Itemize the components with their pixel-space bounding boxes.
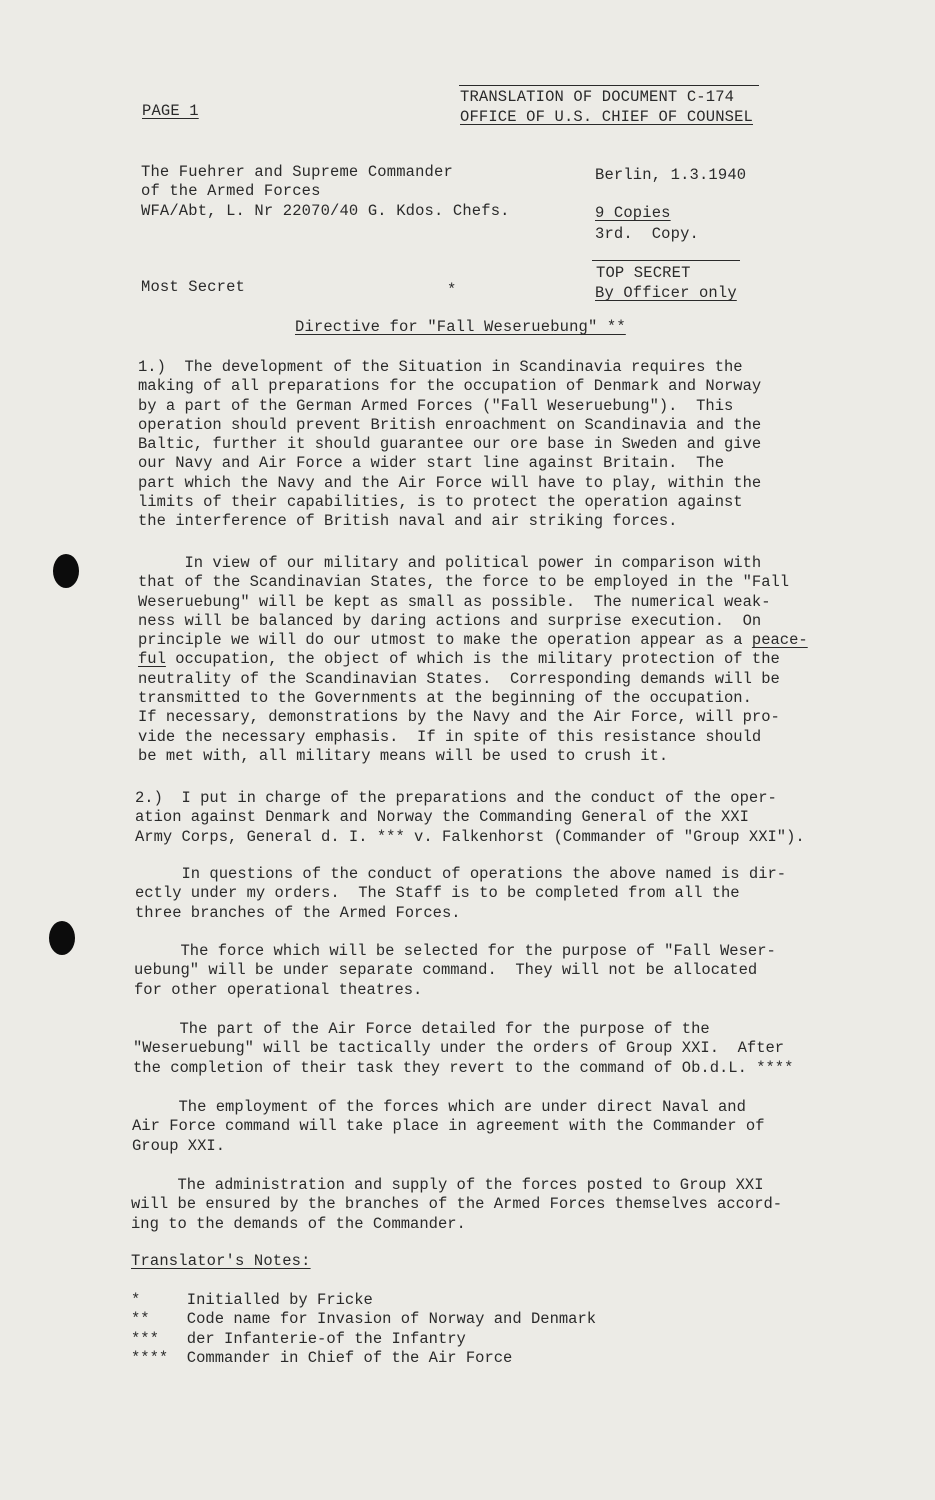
top-secret-label: TOP SECRET xyxy=(596,264,691,282)
p1-line: part which the Navy and the Air Force will have to play, within the xyxy=(138,473,762,492)
office-line: OFFICE OF U.S. CHIEF OF COUNSEL xyxy=(460,108,753,126)
p2-line: Weseruebung" will be kept as small as possible. The numerical weak- xyxy=(138,592,771,611)
p1-line: making of all preparations for the occupation of Denmark and Norway xyxy=(138,377,762,396)
p7-line: Group XXI. xyxy=(132,1136,226,1155)
p3-line: 2.) I put in charge of the preparations and the conduct of the oper- xyxy=(135,789,777,807)
p4-line: ectly under my orders. The Staff is to be completed from all the xyxy=(135,884,740,903)
note-item: **** Commander in Chief of the Air Force xyxy=(131,1348,513,1367)
p2-line: that of the Scandinavian States, the force to be employed in the "Fall xyxy=(138,573,790,592)
note-item: ** Code name for Invasion of Norway and Denmark xyxy=(131,1310,597,1329)
copies-count: 9 Copies xyxy=(595,204,671,222)
p1-line: 1.) The development of the Situation in Scandinavia requires the xyxy=(138,358,743,376)
p5-line: uebung" will be under separate command. They will not be allocated xyxy=(134,961,758,980)
paragraph-4 xyxy=(135,865,825,923)
footnote-star-marker: * xyxy=(447,281,457,299)
p2-line5-text: principle we will do our utmost to make the operation appear as a xyxy=(138,631,752,650)
p1-line: our Navy and Air Force a wider start line against Britain. The xyxy=(138,454,724,473)
paragraph-7 xyxy=(132,1098,822,1156)
most-secret-label: Most Secret xyxy=(141,278,245,296)
p3-line: ation against Denmark and Norway the Commanding General of the XXI xyxy=(135,808,749,827)
paragraph-8 xyxy=(131,1176,821,1234)
p1-line: Baltic, further it should guarantee our ore base in Sweden and give xyxy=(138,435,762,454)
copy-number: 3rd. Copy. xyxy=(595,225,699,243)
p2-line: transmitted to the Governments at the beginning of the occupation. xyxy=(138,689,752,708)
note-item: *** der Infanterie-of the Infantry xyxy=(131,1329,466,1348)
sender-line-1: The Fuehrer and Supreme Commander xyxy=(141,163,453,181)
sender-line-2: of the Armed Forces xyxy=(141,182,321,200)
place-date: Berlin, 1.3.1940 xyxy=(595,166,747,184)
p1-line: limits of their capabilities, is to protect the operation against xyxy=(138,493,743,512)
paragraph-1 xyxy=(138,358,828,532)
p2-line6-text: occupation, the object of which is the military protection of the xyxy=(165,650,780,669)
p8-line: ing to the demands of the Commander. xyxy=(131,1214,466,1233)
p1-line: operation should prevent British enroachment on Scandinavia and the xyxy=(138,415,762,434)
punch-hole-bottom xyxy=(49,921,75,955)
p2-line xyxy=(138,650,828,669)
p2-line xyxy=(138,631,828,650)
peaceful-underlined-part2: ful xyxy=(138,650,166,669)
sender-reference: WFA/Abt, L. Nr 22070/40 G. Kdos. Chefs. xyxy=(141,202,510,220)
p7-line: The employment of the forces which are under direct Naval and xyxy=(132,1098,746,1116)
peaceful-underlined-part1: peace- xyxy=(751,631,808,650)
p3-line: Army Corps, General d. I. *** v. Falkenhorst (Commander of "Group XXI"). xyxy=(135,827,805,846)
paragraph-2 xyxy=(138,554,828,766)
p4-line: In questions of the conduct of operations the above named is dir- xyxy=(135,865,787,883)
p6-line: the completion of their task they revert to the command of Ob.d.L. **** xyxy=(133,1058,794,1077)
punch-hole-top xyxy=(53,554,79,588)
p4-line: three branches of the Armed Forces. xyxy=(135,903,461,922)
p2-line: If necessary, demonstrations by the Navy and the Air Force, will pro- xyxy=(138,708,780,727)
p2-line: be met with, all military means will be used to crush it. xyxy=(138,746,669,765)
p5-line: The force which will be selected for the purpose of "Fall Weser- xyxy=(134,942,776,960)
paragraph-6 xyxy=(133,1020,823,1078)
by-officer-label: By Officer only xyxy=(595,284,737,302)
p7-line: Air Force command will take place in agreement with the Commander of xyxy=(132,1117,765,1136)
header-top-rule xyxy=(459,85,759,86)
notes-list xyxy=(131,1291,821,1368)
directive-title: Directive for "Fall Weseruebung" ** xyxy=(295,318,626,336)
p2-line: neutrality of the Scandinavian States. Corresponding demands will be xyxy=(138,669,780,688)
classification-rule xyxy=(592,260,740,261)
p1-line: the interference of British naval and air striking forces. xyxy=(138,512,678,531)
note-item: * Initialled by Fricke xyxy=(131,1291,373,1309)
p2-line: vide the necessary emphasis. If in spite of this resistance should xyxy=(138,727,762,746)
translation-line: TRANSLATION OF DOCUMENT C-174 xyxy=(460,88,735,106)
p6-line: "Weseruebung" will be tactically under the orders of Group XXI. After xyxy=(133,1039,785,1058)
paragraph-5 xyxy=(134,942,824,1000)
p6-line: The part of the Air Force detailed for the purpose of the xyxy=(133,1020,710,1038)
p8-line: will be ensured by the branches of the Armed Forces themselves accord- xyxy=(131,1195,783,1214)
p8-line: The administration and supply of the forces posted to Group XXI xyxy=(131,1176,764,1194)
p1-line: by a part of the German Armed Forces ("Fall Weseruebung"). This xyxy=(138,396,734,415)
page-label: PAGE 1 xyxy=(142,102,199,120)
notes-heading: Translator's Notes: xyxy=(131,1252,311,1270)
p2-line: In view of our military and political power in comparison with xyxy=(138,554,762,572)
paragraph-3 xyxy=(135,789,825,847)
p5-line: for other operational theatres. xyxy=(134,980,423,999)
p2-line: ness will be balanced by daring actions and surprise execution. On xyxy=(138,611,762,630)
